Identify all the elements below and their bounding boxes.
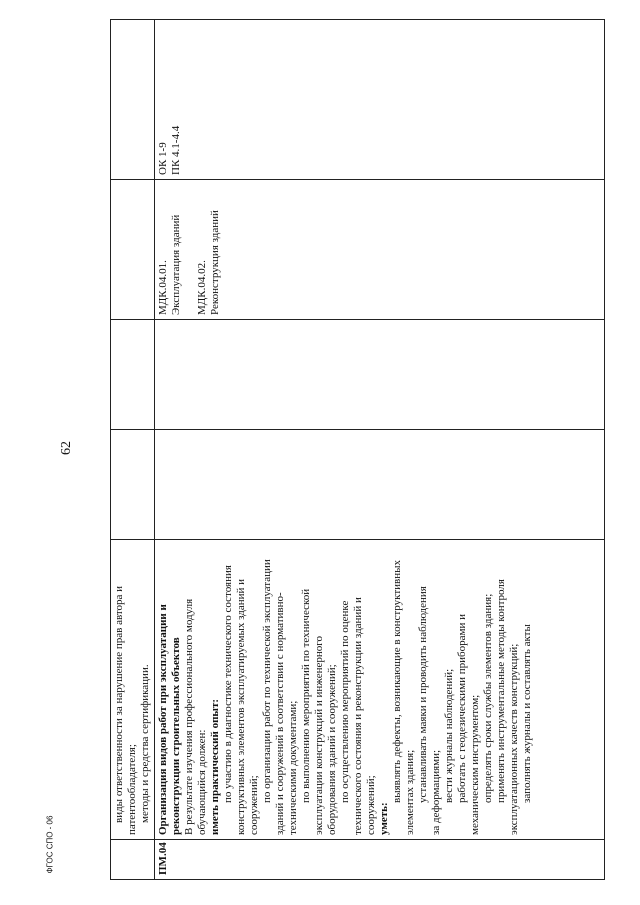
cell-empty — [111, 430, 155, 540]
experience-heading: иметь практический опыт: — [209, 698, 221, 835]
mdk-line — [183, 184, 196, 315]
cell-mdk — [155, 180, 605, 320]
experience-line: техническими документами; — [287, 700, 299, 835]
footer-code: ФГОС СПО - 06 — [45, 815, 55, 874]
page-number: 62 — [59, 441, 74, 455]
mdk-line: МДК.04.01. — [157, 260, 169, 315]
skills-line: устанавливать маяки и проводить наблюдения — [417, 586, 429, 803]
cell-continuation-text — [111, 540, 155, 840]
skills-line: определять сроки службы элементов здания; — [482, 593, 494, 803]
experience-line: по осуществлению мероприятий по оценке — [339, 600, 351, 803]
text-line: виды ответственности за нарушение прав автора и — [113, 585, 125, 823]
module-title-line: реконструкции строительных объектов — [170, 637, 182, 835]
skills-line: механическим инструментом; — [469, 694, 481, 835]
experience-line: конструктивных элементов эксплуатируемых зданий и — [235, 578, 247, 835]
mdk-line: Эксплуатация зданий — [170, 214, 182, 315]
cell-empty — [111, 180, 155, 320]
skills-line: элементах здания; — [404, 749, 416, 835]
cell-col4 — [155, 320, 605, 430]
skills-heading: уметь: — [378, 802, 390, 835]
module-title-line: Организация видов работ при эксплуатации и — [157, 604, 169, 835]
experience-line: сооружений; — [248, 775, 260, 835]
skills-line: выявлять дефекты, возникающие в конструктивных — [391, 560, 403, 803]
intro-line: обучающийся должен: — [196, 729, 208, 835]
skills-line: эксплуатационных качеств конструкций; — [508, 643, 520, 835]
module-description — [155, 540, 605, 840]
rotated-sheet — [110, 40, 605, 880]
experience-line: эксплуатации конструкций и инженерного — [313, 636, 325, 835]
mdk-line: Реконструкция зданий — [209, 210, 221, 315]
skills-line: заполнять журналы и составлять акты — [521, 624, 533, 803]
cell-col3 — [155, 430, 605, 540]
table-row-module — [155, 20, 605, 880]
competence-line: ОК 1-9 — [157, 142, 169, 175]
skills-line: за деформациями; — [430, 749, 442, 835]
intro-line: В результате изучения профессионального модуля — [183, 598, 195, 835]
experience-line: технического состояния и реконструкции зданий и — [352, 597, 364, 835]
experience-line: по участию в диагностике технического состояния — [222, 565, 234, 803]
mdk-line: МДК.04.02. — [196, 260, 208, 315]
curriculum-table — [110, 19, 605, 880]
text-line: методы и средства сертификации. — [139, 664, 151, 823]
cell-empty — [111, 840, 155, 880]
cell-empty — [111, 320, 155, 430]
text-line: патентообладателя; — [126, 744, 138, 835]
experience-line: по организации работ по технической эксплуатации — [261, 559, 273, 803]
competence-line: ПК 4.1-4.4 — [170, 125, 182, 175]
experience-line: по выполнению мероприятий по технической — [300, 588, 312, 803]
experience-line: оборудования зданий и сооружений; — [326, 664, 338, 835]
table-row-continuation — [111, 20, 155, 880]
cell-empty — [111, 20, 155, 180]
cell-competences — [155, 20, 605, 180]
skills-line: работать с геодезическими приборами и — [456, 614, 468, 803]
experience-line: зданий и сооружений в соответствии с нормативно- — [274, 592, 286, 835]
experience-line: сооружений; — [365, 775, 377, 835]
skills-line: вести журналы наблюдений; — [443, 668, 455, 803]
skills-line: применять инструментальные методы контроля — [495, 579, 507, 803]
module-code: ПМ.04 — [155, 840, 605, 880]
